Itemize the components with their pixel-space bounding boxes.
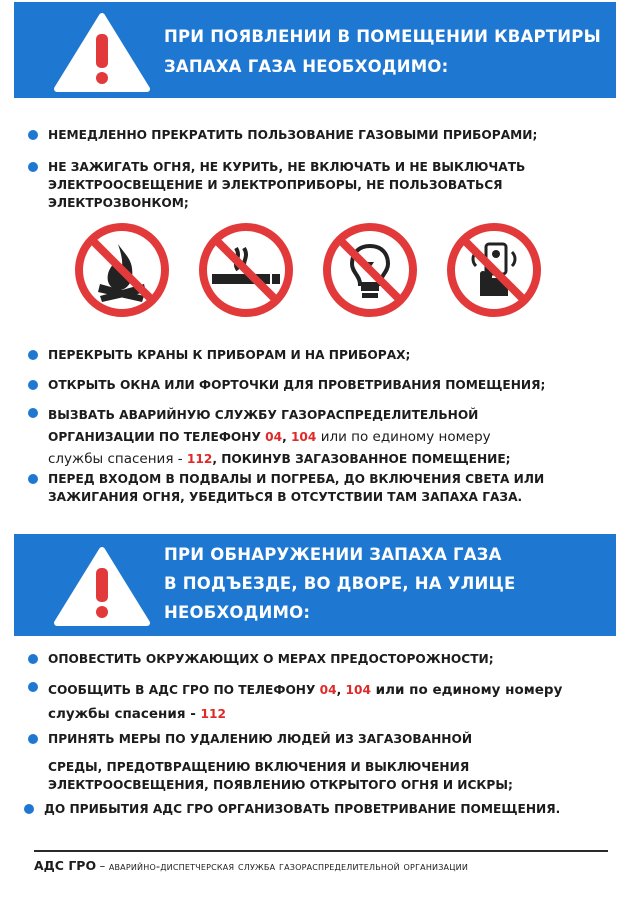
item-text: ЭЛЕКТРОЗВОНКОМ;	[48, 196, 189, 210]
section2-item-ventilate	[44, 800, 608, 818]
phone-number: 04	[319, 683, 337, 697]
warning-triangle-icon	[54, 546, 150, 626]
section2-title-line: ПРИ ОБНАРУЖЕНИИ ЗАПАХА ГАЗА	[164, 545, 502, 564]
bullet-dot	[28, 682, 38, 692]
section2-title-line: НЕОБХОДИМО:	[164, 603, 311, 622]
footer-description: аварийно-диспетчерская служба газораспределительной организации	[108, 860, 469, 873]
section2-item-report	[48, 678, 608, 726]
footer-note: АДС ГРО – аварийно-диспетчерская служба газораспределительной организации	[34, 858, 469, 873]
phone-number: 104	[345, 683, 371, 697]
no-doorbell-icon	[446, 222, 542, 318]
section1-item-stop-appliances	[48, 126, 608, 144]
no-smoking-icon	[198, 222, 294, 318]
item-text: ЭЛЕКТРООСВЕЩЕНИЕ И ЭЛЕКТРОПРИБОРЫ, НЕ ПОЛЬЗОВАТЬСЯ	[48, 178, 503, 192]
bullet-dot	[28, 734, 38, 744]
item-text-phone: службы спасения - 112, ПОКИНУВ ЗАГАЗОВАННОЕ ПОМЕЩЕНИЕ;	[48, 451, 511, 467]
phone-number: 04	[265, 430, 283, 444]
footer-divider	[34, 850, 608, 852]
no-light-switch-icon	[322, 222, 418, 318]
section1-title-line: ЗАПАХА ГАЗА НЕОБХОДИМО:	[164, 57, 449, 76]
item-text: СРЕДЫ, ПРЕДОТВРАЩЕНИЮ ВКЛЮЧЕНИЯ И ВЫКЛЮЧЕНИЯ	[48, 760, 470, 774]
no-open-flame-icon	[74, 222, 170, 318]
footer-abbreviation: АДС ГРО	[34, 858, 97, 873]
bullet-dot	[28, 408, 38, 418]
item-text: НЕМЕДЛЕННО ПРЕКРАТИТЬ ПОЛЬЗОВАНИЕ ГАЗОВЫМИ ПРИБОРАМИ;	[48, 128, 538, 142]
section2-item-evacuate	[48, 730, 608, 794]
bullet-dot	[28, 350, 38, 360]
item-text: ВЫЗВАТЬ АВАРИЙНУЮ СЛУЖБУ ГАЗОРАСПРЕДЕЛИТЕЛЬНОЙ	[48, 408, 479, 422]
bullet-dot	[28, 654, 38, 664]
bullet-dot	[28, 474, 38, 484]
item-text: ПРИНЯТЬ МЕРЫ ПО УДАЛЕНИЮ ЛЮДЕЙ ИЗ ЗАГАЗОВАННОЙ	[48, 732, 473, 746]
section1-item-close-valves	[48, 346, 608, 364]
section1-item-open-windows	[48, 376, 608, 394]
section2-title	[164, 540, 516, 627]
section1-title	[164, 22, 601, 82]
item-text: ДО ПРИБЫТИЯ АДС ГРО ОРГАНИЗОВАТЬ ПРОВЕТРИВАНИЕ ПОМЕЩЕНИЯ.	[44, 802, 561, 816]
phone-number: 112	[200, 707, 226, 721]
section1-item-call-emergency	[48, 404, 608, 470]
warning-triangle-icon	[54, 12, 150, 92]
item-text: ОПОВЕСТИТЬ ОКРУЖАЮЩИХ О МЕРАХ ПРЕДОСТОРОЖНОСТИ;	[48, 652, 494, 666]
bullet-dot	[28, 162, 38, 172]
bullet-dot	[28, 130, 38, 140]
section1-item-basements	[48, 470, 608, 506]
section1-banner	[14, 2, 616, 98]
item-text: ЗАЖИГАНИЯ ОГНЯ, УБЕДИТЬСЯ В ОТСУТСТВИИ ТАМ ЗАПАХА ГАЗА.	[48, 490, 523, 504]
phone-number: 104	[290, 430, 317, 444]
section2-item-warn-others	[48, 650, 608, 668]
section2-title-line: В ПОДЪЕЗДЕ, ВО ДВОРЕ, НА УЛИЦЕ	[164, 574, 516, 593]
item-text-phone: ОРГАНИЗАЦИИ ПО ТЕЛЕФОНУ 04, 104 или по единому номеру	[48, 429, 491, 445]
bullet-dot	[28, 380, 38, 390]
item-text-phone: СООБЩИТЬ В АДС ГРО ПО ТЕЛЕФОНУ 04, 104 или по единому номеру	[48, 682, 563, 698]
section2-banner	[14, 534, 616, 636]
bullet-dot	[24, 804, 34, 814]
item-text: ПЕРЕКРЫТЬ КРАНЫ К ПРИБОРАМ И НА ПРИБОРАХ;	[48, 348, 411, 362]
prohibition-signs-row	[74, 222, 562, 318]
section1-title-line: ПРИ ПОЯВЛЕНИИ В ПОМЕЩЕНИИ КВАРТИРЫ	[164, 27, 601, 46]
phone-number: 112	[186, 452, 213, 466]
item-text: ЭЛЕКТРООСВЕЩЕНИЯ, ПОЯВЛЕНИЮ ОТКРЫТОГО ОГНЯ И ИСКРЫ;	[48, 778, 513, 792]
item-text: НЕ ЗАЖИГАТЬ ОГНЯ, НЕ КУРИТЬ, НЕ ВКЛЮЧАТЬ И НЕ ВЫКЛЮЧАТЬ	[48, 160, 526, 174]
item-text: ОТКРЫТЬ ОКНА ИЛИ ФОРТОЧКИ ДЛЯ ПРОВЕТРИВАНИЯ ПОМЕЩЕНИЯ;	[48, 378, 546, 392]
item-text-phone: службы спасения - 112	[48, 706, 226, 722]
section1-item-no-fire	[48, 158, 608, 212]
item-text: ПЕРЕД ВХОДОМ В ПОДВАЛЫ И ПОГРЕБА, ДО ВКЛЮЧЕНИЯ СВЕТА ИЛИ	[48, 472, 545, 486]
